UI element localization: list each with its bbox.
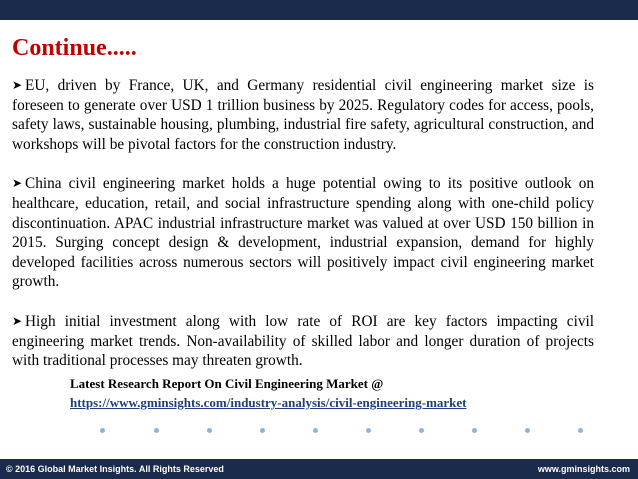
dot-icon (100, 428, 105, 433)
bullet-paragraph-china (12, 174, 594, 292)
paragraph-text: China civil engineering market holds a huge potential owing to its positive outlook on healthcare, education, retail, and social infrastructure spending along with one-child policy discontinuation. APAC industrial infrastructure market was valued at over USD 150 billion in 2015. Surging concept design & development, industrial expansion, demand for highly developed facilities across numerous sectors will positively impact civil engineering market growth. (12, 175, 594, 291)
research-block (70, 374, 610, 412)
slide-body (12, 76, 594, 391)
dot-icon (154, 428, 159, 433)
footer-bar (0, 459, 638, 479)
arrow-bullet-icon: ➤ (12, 313, 23, 328)
dot-icon (525, 428, 530, 433)
dot-icon (260, 428, 265, 433)
copyright-text: © 2016 Global Market Insights. All Rights Reserved (6, 464, 224, 474)
dot-icon (472, 428, 477, 433)
dot-icon (366, 428, 371, 433)
bullet-paragraph-investment (12, 312, 594, 371)
slide-title: Continue..... (12, 35, 137, 61)
arrow-bullet-icon: ➤ (12, 176, 23, 191)
paragraph-text: EU, driven by France, UK, and Germany residential civil engineering market size is foreseen to generate over USD 1 trillion business by 2025. Regulatory codes for access, pools, safety laws, sustainable housing, plumbing, industrial fire safety, agricultural construction, and workshops will be pivotal factors for the construction industry. (12, 77, 594, 153)
dot-icon (419, 428, 424, 433)
arrow-bullet-icon: ➤ (12, 78, 23, 92)
website-text: www.gminsights.com (537, 464, 630, 474)
decorative-dots (0, 428, 638, 438)
top-banner (0, 0, 638, 20)
dot-icon (313, 428, 318, 433)
research-title: Latest Research Report On Civil Engineering Market @ (70, 376, 384, 391)
bullet-paragraph-eu (12, 76, 594, 154)
research-link[interactable]: https://www.gminsights.com/industry-analysis/civil-engineering-market (70, 395, 467, 410)
dot-icon (578, 428, 583, 433)
paragraph-text: High initial investment along with low rate of ROI are key factors impacting civil engineering market trends. Non-availability of skilled labor and longer duration of projects with traditional processes may threaten growth. (12, 312, 594, 370)
dot-icon (207, 428, 212, 433)
